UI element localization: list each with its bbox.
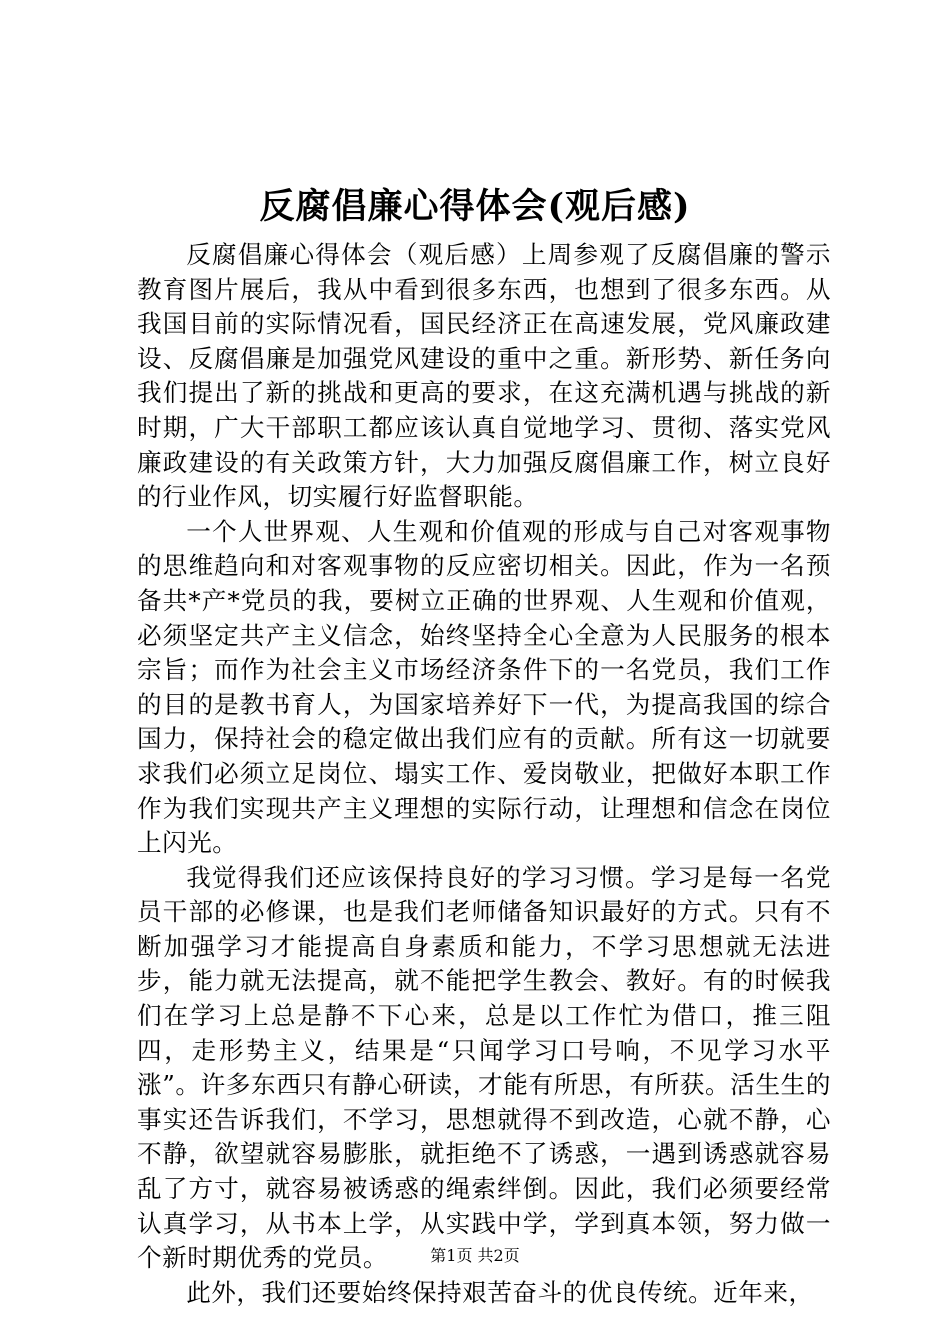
paragraph: 此外，我们还要始终保持艰苦奋斗的优良传统。近年来， — [186, 1277, 814, 1307]
paragraph: 一个人世界观、人生观和价值观的形成与自己对客观事物的思维趋向和对客观事物的反应密切相关。因此，作为一名预备共*产*党员的我，要树立正确的世界观、人生观和价值观，必须坚定共产主义信念，始终坚持全心全意为人民服务的根本宗旨；而作为社会主义市场经济条件下的一名党员，我们工作的目的是教书育人，为国家培养好下一代，为提高我国的综合国力，保持社会的稳定做出我们应有的贡献。所有这一切就要求我们必须立足岗位、塌实工作、爱岗敬业，把做好本职工作作为我们实现共产主义理想的实际行动，让理想和信念在岗位上闪光。 — [137, 516, 831, 858]
paragraph: 反腐倡廉心得体会（观后感）上周参观了反腐倡廉的警示教育图片展后，我从中看到很多东西，也想到了很多东西。从我国目前的实际情况看，国民经济正在高速发展，党风廉政建设、反腐倡廉是加强党风建设的重中之重。新形势、新任务向我们提出了新的挑战和更高的要求，在这充满机遇与挑战的新时期，广大干部职工都应该认真自觉地学习、贯彻、落实党风廉政建设的有关政策方针，大力加强反腐倡廉工作，树立良好的行业作风，切实履行好监督职能。 — [137, 240, 831, 512]
page-number-footer: 第1页 共2页 — [430, 1246, 520, 1265]
paragraph: 我觉得我们还应该保持良好的学习习惯。学习是每一名党员干部的必修课，也是我们老师储备知识最好的方式。只有不断加强学习才能提高自身素质和能力，不学习思想就无法进步，能力就无法提高，就不能把学生教会、教好。有的时候我们在学习上总是静不下心来，总是以工作忙为借口，推三阻四，走形势主义，结果是“只闻学习口号响，不见学习水平涨”。许多东西只有静心研读，才能有所思，有所获。活生生的事实还告诉我们，不学习，思想就得不到改造，心就不静，心不静，欲望就容易膨胀，就拒绝不了诱惑，一遇到诱惑就容易乱了方寸，就容易被诱惑的绳索绊倒。因此，我们必须要经常认真学习，从书本上学，从实践中学，学到真本领，努力做一个新时期优秀的党员。 — [137, 862, 831, 1273]
document-body — [137, 238, 831, 1310]
document-title: 反腐倡廉心得体会(观后感) — [259, 186, 691, 227]
